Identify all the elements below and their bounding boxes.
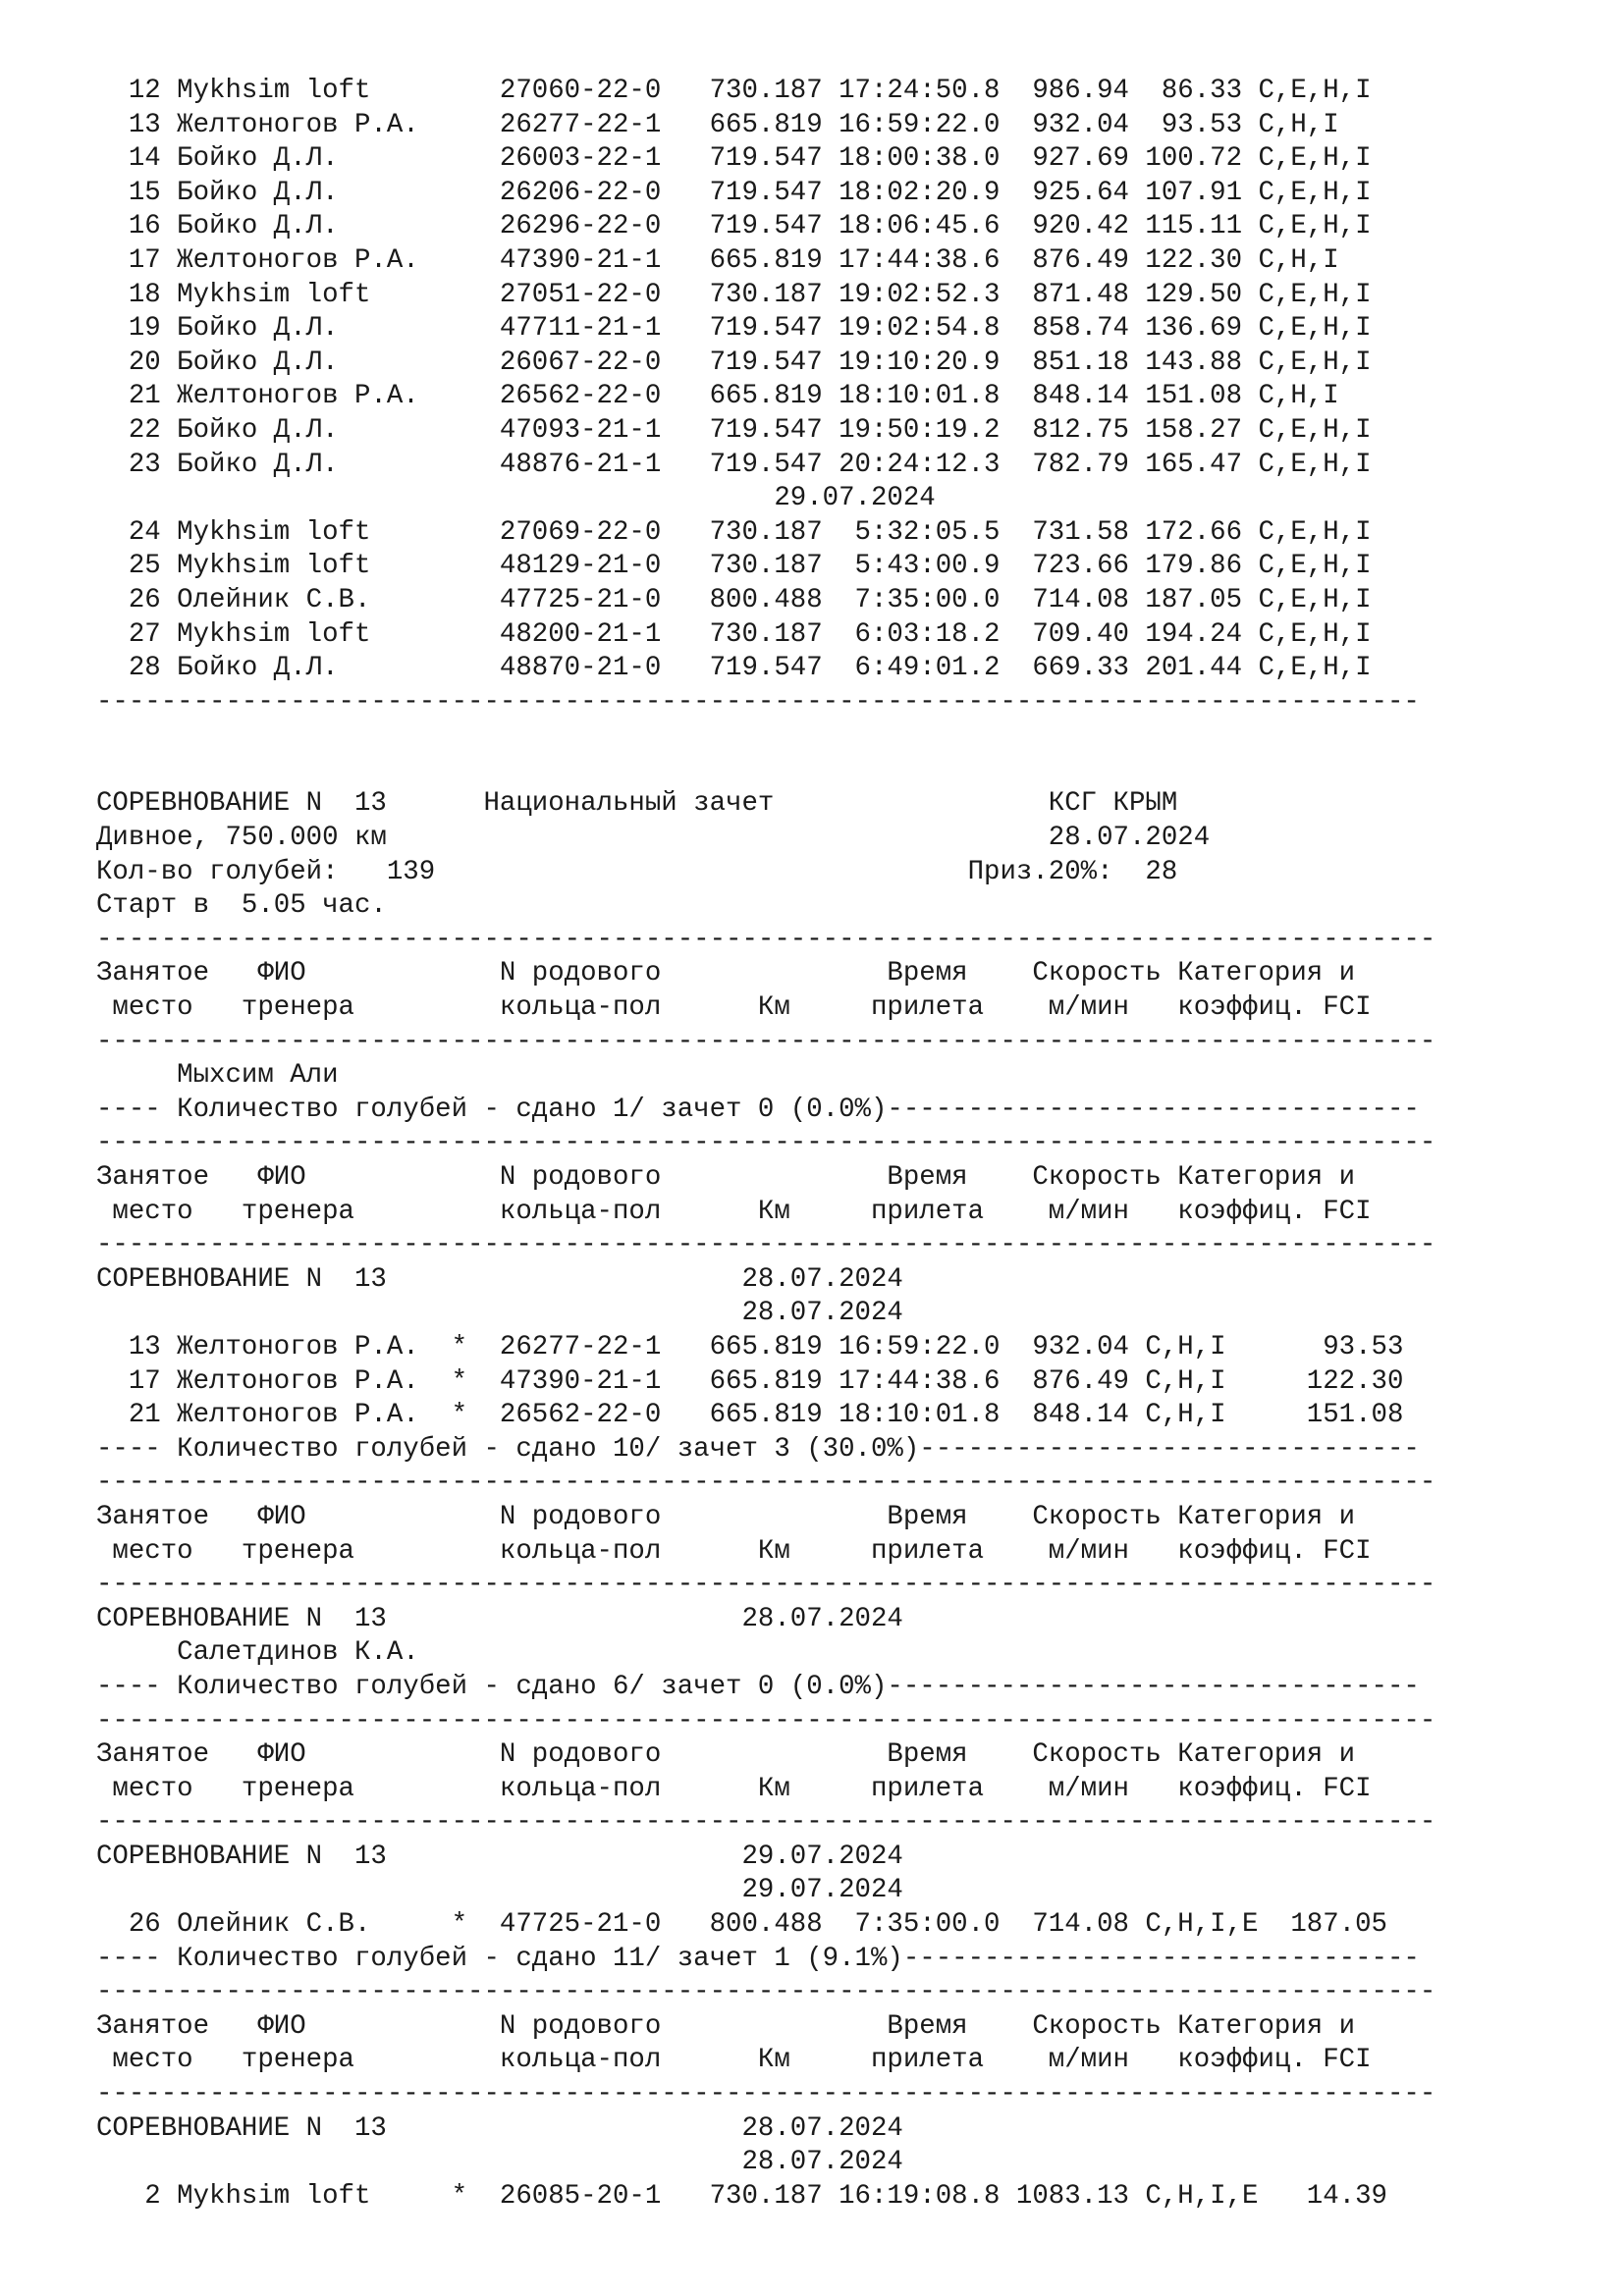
document-line: ----------------------------------------------------------------------------------- xyxy=(96,1705,1436,1736)
document-line: 17 Желтоногов Р.А. * 47390-21-1 665.819 17:44:38.6 876.49 C,H,I 122.30 xyxy=(96,1365,1404,1397)
document-line: 25 Mykhsim loft 48129-21-0 730.187 5:43:00.9 723.66 179.86 C,E,H,I xyxy=(96,551,1372,582)
document-line: ----------------------------------------------------------------------------------- xyxy=(96,1570,1436,1601)
document-line: СОРЕВНОВАНИЕ N 13 29.07.2024 xyxy=(96,1841,903,1872)
document-line: 28.07.2024 xyxy=(96,1298,903,1329)
document-line: ---------------------------------------------------------------------------------- xyxy=(96,686,1420,718)
document-line: Занятое ФИО N родового Время Скорость Категория и xyxy=(96,2010,1356,2042)
document-line: 19 Бойко Д.Л. 47711-21-1 719.547 19:02:54.8 858.74 136.69 C,E,H,I xyxy=(96,313,1372,345)
results-document xyxy=(96,75,1435,2214)
document-line: 13 Желтоногов Р.А. * 26277-22-1 665.819 16:59:22.0 932.04 C,H,I 93.53 xyxy=(96,1331,1404,1362)
document-line: ----------------------------------------------------------------------------------- xyxy=(96,1977,1436,2008)
document-line: 21 Желтоногов Р.А. * 26562-22-0 665.819 18:10:01.8 848.14 C,H,I 151.08 xyxy=(96,1400,1404,1431)
document-line xyxy=(96,754,1435,788)
document-line: 17 Желтоногов Р.А. 47390-21-1 665.819 17:44:38.6 876.49 122.30 C,H,I xyxy=(96,244,1339,276)
document-line: ----------------------------------------------------------------------------------- xyxy=(96,924,1436,955)
document-line: Занятое ФИО N родового Время Скорость Категория и xyxy=(96,1739,1356,1771)
document-line: 12 Mykhsim loft 27060-22-0 730.187 17:24:50.8 986.94 86.33 C,E,H,I xyxy=(96,76,1372,106)
document-line: место тренера кольца-пол Км прилета м/мин коэффиц. FCI xyxy=(96,1196,1372,1227)
document-line: Салетдинов К.А. xyxy=(96,1637,419,1669)
document-line: 16 Бойко Д.Л. 26296-22-0 719.547 18:06:45.6 920.42 115.11 C,E,H,I xyxy=(96,211,1372,242)
document-line: Занятое ФИО N родового Время Скорость Категория и xyxy=(96,1501,1356,1532)
document-line: Занятое ФИО N родового Время Скорость Категория и xyxy=(96,1162,1356,1193)
document-line: 2 Mykhsim loft * 26085-20-1 730.187 16:19:08.8 1083.13 C,H,I,E 14.39 xyxy=(96,2180,1387,2212)
document-line: 13 Желтоногов Р.А. 26277-22-1 665.819 16:59:22.0 932.04 93.53 C,H,I xyxy=(96,109,1339,140)
document-line: 24 Mykhsim loft 27069-22-0 730.187 5:32:05.5 731.58 172.66 C,E,H,I xyxy=(96,516,1372,548)
document-line: СОРЕВНОВАНИЕ N 13 28.07.2024 xyxy=(96,1603,903,1634)
document-line: 26 Олейник С.В. * 47725-21-0 800.488 7:35:00.0 714.08 C,H,I,E 187.05 xyxy=(96,1909,1387,1941)
document-line: 18 Mykhsim loft 27051-22-0 730.187 19:02:52.3 871.48 129.50 C,E,H,I xyxy=(96,279,1372,310)
document-line: ----------------------------------------------------------------------------------- xyxy=(96,1026,1436,1057)
document-line: ----------------------------------------------------------------------------------- xyxy=(96,2079,1436,2110)
document-line: 22 Бойко Д.Л. 47093-21-1 719.547 19:50:19.2 812.75 158.27 C,E,H,I xyxy=(96,414,1372,446)
document-line: Кол-во голубей: 139 Приз.20%: 28 xyxy=(96,856,1178,887)
document-line: ---- Количество голубей - сдано 1/ зачет 0 (0.0%)--------------------------------- xyxy=(96,1094,1420,1125)
document-line: Дивное, 750.000 км 28.07.2024 xyxy=(96,823,1211,854)
document-line: 23 Бойко Д.Л. 48876-21-1 719.547 20:24:12.3 782.79 165.47 C,E,H,I xyxy=(96,449,1372,480)
document-line: 29.07.2024 xyxy=(96,483,936,514)
document-line: место тренера кольца-пол Км прилета м/мин коэффиц. FCI xyxy=(96,1773,1372,1804)
document-line: Старт в 5.05 час. xyxy=(96,890,387,922)
document-line: ---- Количество голубей - сдано 6/ зачет 0 (0.0%)--------------------------------- xyxy=(96,1671,1420,1702)
document-line: ---- Количество голубей - сдано 11/ зачет 1 (9.1%)-------------------------------- xyxy=(96,1943,1420,1974)
document-line: 28.07.2024 xyxy=(96,2147,903,2178)
document-line: 14 Бойко Д.Л. 26003-22-1 719.547 18:00:38.0 927.69 100.72 C,E,H,I xyxy=(96,143,1372,175)
document-line: 20 Бойко Д.Л. 26067-22-0 719.547 19:10:20.9 851.18 143.88 C,E,H,I xyxy=(96,347,1372,378)
document-line xyxy=(96,720,1435,754)
document-line: 15 Бойко Д.Л. 26206-22-0 719.547 18:02:20.9 925.64 107.91 C,E,H,I xyxy=(96,177,1372,208)
document-line: 27 Mykhsim loft 48200-21-1 730.187 6:03:18.2 709.40 194.24 C,E,H,I xyxy=(96,618,1372,650)
document-line: Мыхсим Али xyxy=(96,1060,339,1092)
document-line: 28 Бойко Д.Л. 48870-21-0 719.547 6:49:01.2 669.33 201.44 C,E,H,I xyxy=(96,653,1372,684)
document-line: ----------------------------------------------------------------------------------- xyxy=(96,1230,1436,1261)
document-line: ----------------------------------------------------------------------------------- xyxy=(96,1128,1436,1159)
document-line: Занятое ФИО N родового Время Скорость Категория и xyxy=(96,958,1356,989)
document-line: место тренера кольца-пол Км прилета м/мин коэффиц. FCI xyxy=(96,2045,1372,2076)
document-line: 26 Олейник С.В. 47725-21-0 800.488 7:35:00.0 714.08 187.05 C,E,H,I xyxy=(96,584,1372,615)
document-line: место тренера кольца-пол Км прилета м/мин коэффиц. FCI xyxy=(96,992,1372,1024)
document-line: 21 Желтоногов Р.А. 26562-22-0 665.819 18:10:01.8 848.14 151.08 C,H,I xyxy=(96,381,1339,412)
document-line: 29.07.2024 xyxy=(96,1875,903,1906)
document-line: ----------------------------------------------------------------------------------- xyxy=(96,1807,1436,1839)
document-line: СОРЕВНОВАНИЕ N 13 28.07.2024 xyxy=(96,1263,903,1295)
document-line: ----------------------------------------------------------------------------------- xyxy=(96,1468,1436,1499)
document-line: СОРЕВНОВАНИЕ N 13 28.07.2024 xyxy=(96,2112,903,2144)
document-line: СОРЕВНОВАНИЕ N 13 Национальный зачет КСГ КРЫМ xyxy=(96,788,1178,820)
document-line: место тренера кольца-пол Км прилета м/мин коэффиц. FCI xyxy=(96,1535,1372,1567)
document-line: ---- Количество голубей - сдано 10/ зачет 3 (30.0%)------------------------------- xyxy=(96,1433,1420,1465)
